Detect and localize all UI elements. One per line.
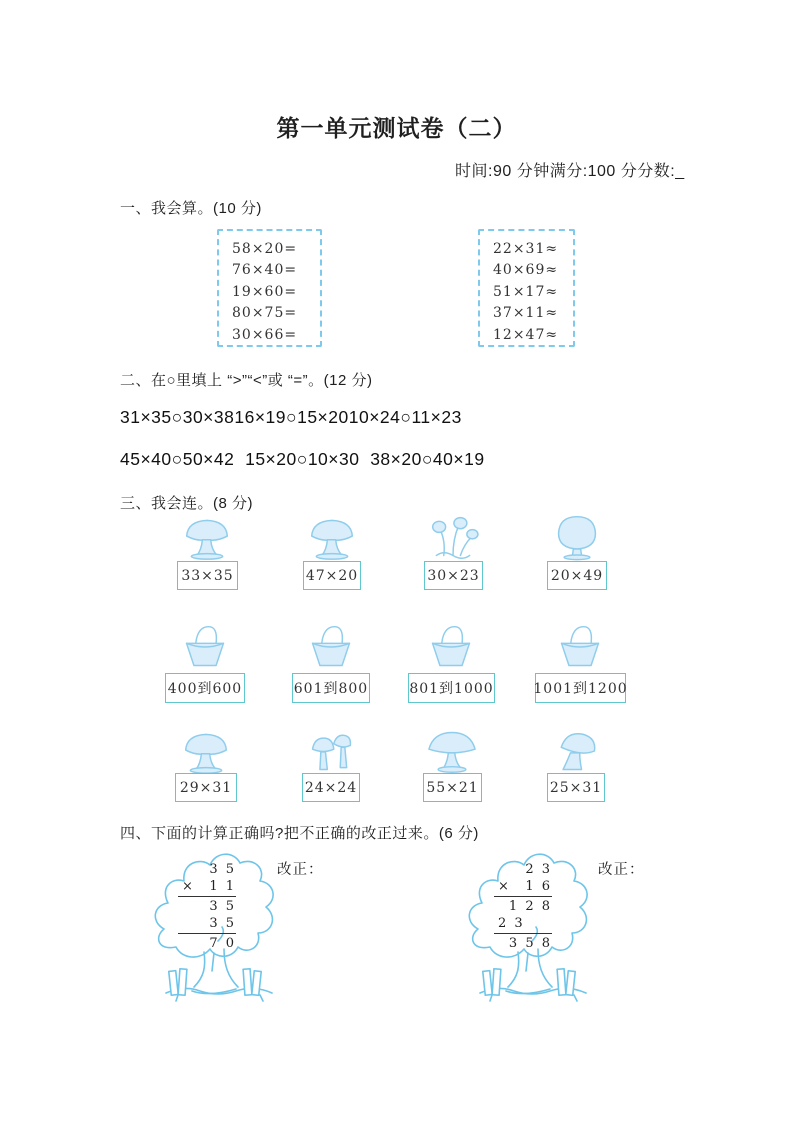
equation: 19×60= <box>232 283 298 300</box>
match-range: 801到1000 <box>408 673 495 703</box>
mushroom-icon <box>178 727 234 775</box>
multiply-sign: × <box>182 879 195 894</box>
equation: 40×69≈ <box>493 262 559 279</box>
section3-heading: 三、我会连。(8 分) <box>120 495 254 512</box>
calc-box-estimate <box>478 229 575 347</box>
product: 3 5 8 <box>508 936 552 951</box>
flat-mushroom-icon <box>424 727 480 775</box>
match-expression: 55×21 <box>423 773 482 802</box>
mushroom-icon <box>304 513 360 561</box>
calc-box-exact <box>217 229 322 347</box>
match-range: 400到600 <box>165 673 245 703</box>
multiplicand: 2 3 <box>525 862 552 877</box>
partial-product: 3 5 <box>209 916 236 931</box>
match-range: 1001到1200 <box>535 673 626 703</box>
equation: 30×66= <box>232 326 298 343</box>
basket-icon <box>552 623 608 671</box>
flowers-icon <box>425 513 481 561</box>
basket-icon <box>303 623 359 671</box>
vertical-multiplication-2 <box>498 861 552 952</box>
match-expression: 24×24 <box>302 773 360 802</box>
small-mushrooms-icon <box>303 727 359 775</box>
match-expression: 25×31 <box>547 773 605 802</box>
correct-label: 改正： <box>598 862 645 878</box>
match-expression: 30×23 <box>424 561 483 590</box>
equation: 37×11≈ <box>493 305 559 322</box>
multiply-sign: × <box>498 879 511 894</box>
match-expression: 29×31 <box>175 773 237 802</box>
basket-icon <box>177 623 233 671</box>
calc-rule <box>494 896 552 897</box>
equation: 80×75= <box>232 305 298 322</box>
section1-heading: 一、我会算。(10 分) <box>120 200 262 217</box>
multiplier: 1 1 <box>209 879 236 894</box>
equation: 12×47≈ <box>493 326 559 343</box>
mushroom-icon <box>179 513 235 561</box>
match-expression: 33×35 <box>177 561 238 590</box>
equation: 58×20= <box>232 241 298 257</box>
correct-label: 改正： <box>277 862 324 878</box>
paper-meta: 时间:90 分钟满分:100 分分数:_ <box>455 163 685 180</box>
match-range: 601到800 <box>292 673 370 703</box>
round-tree-icon <box>549 513 605 561</box>
page-title: 第一单元测试卷（二） <box>276 115 517 141</box>
equation: 76×40= <box>232 262 298 279</box>
partial-product: 3 5 <box>209 899 236 914</box>
multiplier: 1 6 <box>525 879 552 894</box>
section4-heading: 四、下面的计算正确吗?把不正确的改正过来。(6 分) <box>120 825 479 842</box>
match-expression: 20×49 <box>547 561 607 590</box>
basket-icon <box>423 623 479 671</box>
equation: 22×31≈ <box>493 241 559 257</box>
multiplicand: 3 5 <box>209 862 236 877</box>
comparison-line-1: 31×35○30×3816×19○15×2010×24○11×23 <box>120 407 462 427</box>
match-expression: 47×20 <box>303 561 361 590</box>
partial-product: 1 2 8 <box>508 899 552 914</box>
calc-rule <box>178 896 236 897</box>
calc-rule <box>178 933 236 934</box>
section2-heading: 二、在○里填上 “>”“<”或 “=”。(12 分) <box>120 372 373 389</box>
product: 7 0 <box>209 936 236 951</box>
partial-product: 2 3 <box>498 916 525 931</box>
calc-rule <box>494 933 552 934</box>
equation: 51×17≈ <box>493 283 559 300</box>
comparison-line-2: 45×40○50×42 15×20○10×30 38×20○40×19 <box>120 449 485 469</box>
vertical-multiplication-1 <box>182 861 236 952</box>
tilted-mushroom-icon <box>548 727 604 775</box>
